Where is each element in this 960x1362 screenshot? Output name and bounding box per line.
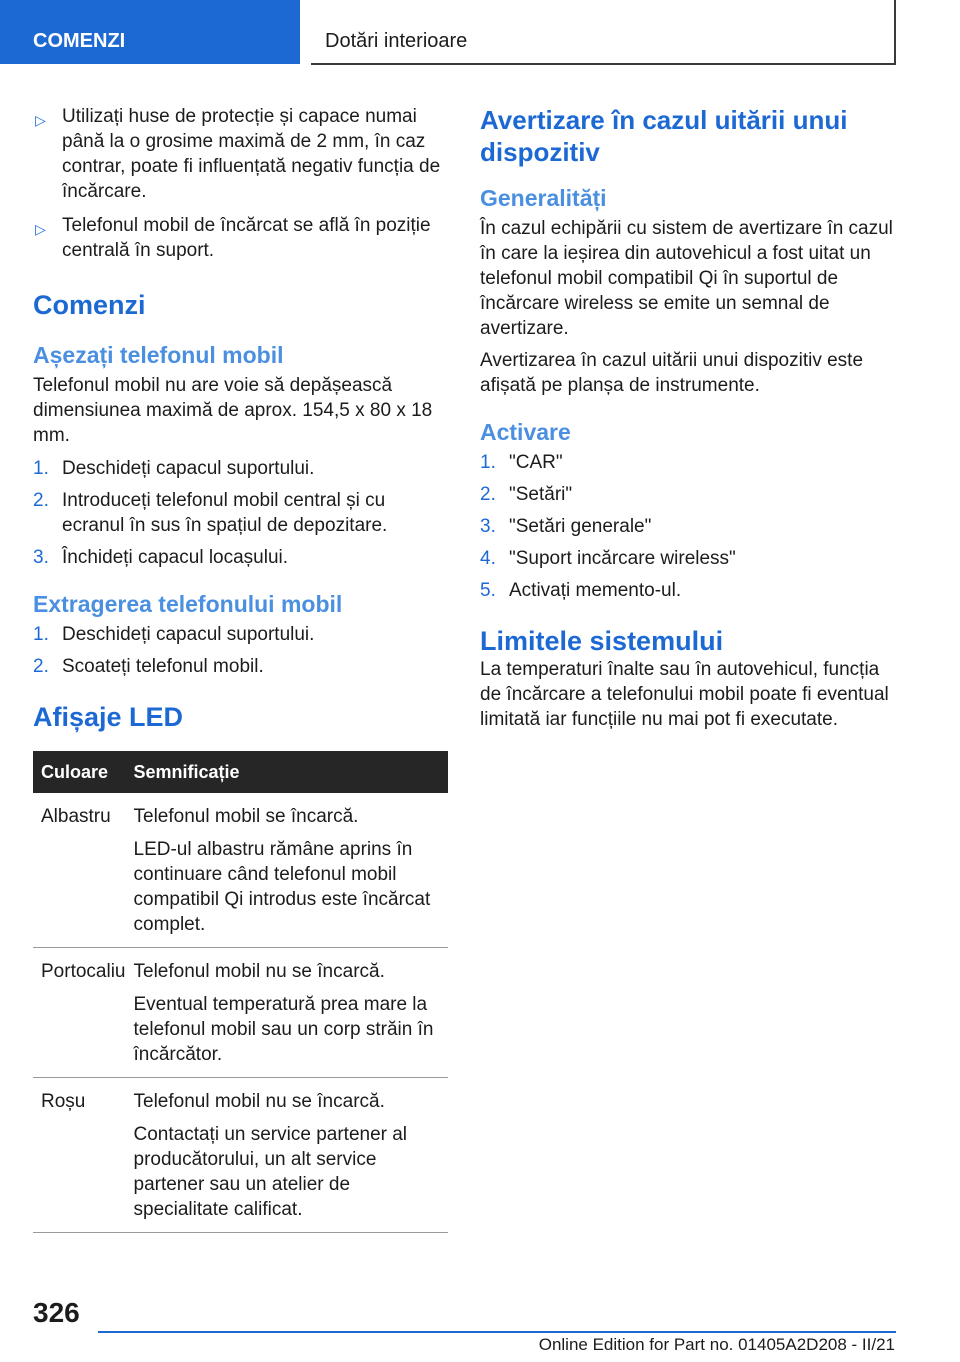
led-color: Roșu (33, 1078, 126, 1233)
list-item: 2. "Setări" (480, 484, 573, 505)
list-item: ▷ Telefonul mobil de încărcat se află în poziție centrală în suport. (35, 215, 431, 261)
table-row (33, 1078, 448, 1233)
edition-note: Online Edition for Part no. 01405A2D208 - II/21 (538, 1335, 895, 1354)
list-item: 1. Deschideți capacul suportului. (33, 458, 315, 479)
heading-extragerea: Extragerea telefonului mobil (33, 591, 343, 617)
triangle-bullet-icon: ▷ (35, 112, 46, 128)
list-item: ▷ Utilizați huse de protecție și capace numai până la o grosime maximă de 2 mm, în caz contrar, poate fi influențată negativ funcția de încărcare. (35, 106, 441, 202)
led-color: Albastru (33, 793, 126, 948)
table-row (33, 948, 448, 1078)
list-item: 1. "CAR" (480, 452, 563, 473)
bullet-list (33, 104, 448, 263)
heading-afisaje-led: Afișaje LED (33, 702, 184, 732)
triangle-bullet-icon: ▷ (35, 221, 46, 237)
steps-asezati (33, 456, 448, 570)
page-number: 326 (33, 1297, 80, 1328)
led-color: Portocaliu (33, 948, 126, 1078)
led-meaning: Telefonul mobil se încarcă. LED-ul albastru rămâne aprins în continuare când telefonul mobil compatibil Qi introdus este încărcat complet. (126, 793, 449, 948)
list-item: 3. Închideți capacul locașului. (33, 547, 289, 568)
paragraph: Telefonul mobil nu are voie să depășească dimensiunea maximă de aprox. 154,5 x 80 x 18 mm. (33, 375, 433, 446)
paragraph: În cazul echipării cu sistem de avertizare în cazul în care la ieșirea din autovehicul a fost uitat un telefonul mobil compatibil Qi în suportul de încărcare wireless se emite un semnal de avertizare. (480, 218, 893, 339)
right-column (480, 104, 895, 739)
list-item: 4. "Suport incărcare wireless" (480, 548, 736, 569)
paragraph: La temperaturi înalte sau în autovehicul, funcția de încărcare a telefonului mobil poate fi eventual limitată iar funcțiile nu mai pot fi executate. (480, 659, 889, 730)
led-meaning: Telefonul mobil nu se încarcă. Contactați un service partener al producătorului, un alt service partener sau un atelier de specialitate calificat. (126, 1078, 449, 1233)
heading-limitele: Limitele sistemului (480, 626, 724, 656)
list-item: 2. Scoateți telefonul mobil. (33, 656, 264, 677)
heading-asezati: Așezați telefonul mobil (33, 342, 284, 368)
column-header-meaning: Semnificație (126, 751, 449, 793)
heading-avertizare: Avertizare în cazul uitării unui dispozitiv (480, 105, 848, 167)
heading-activare: Activare (480, 419, 571, 445)
footer-divider (98, 1331, 896, 1333)
list-item: 3. "Setări generale" (480, 516, 652, 537)
chapter-tab[interactable]: COMENZI (0, 0, 300, 64)
left-column (33, 104, 448, 1233)
led-meaning: Telefonul mobil nu se încarcă. Eventual temperatură prea mare la telefonul mobil sau un corp străin în încărcător. (126, 948, 449, 1078)
list-item: 1. Deschideți capacul suportului. (33, 624, 315, 645)
list-item: 2. Introduceți telefonul mobil central și cu ecranul în sus în spațiul de depozitare. (33, 490, 388, 536)
paragraph: Avertizarea în cazul uitării unui dispozitiv este afișată pe planșa de instrumente. (480, 350, 864, 396)
table-row (33, 793, 448, 948)
heading-generalitati: Generalități (480, 185, 607, 211)
steps-extragerea (33, 622, 448, 679)
column-header-color: Culoare (33, 751, 126, 793)
heading-comenzi: Comenzi (33, 290, 146, 320)
led-table (33, 751, 448, 1233)
steps-activare (480, 450, 895, 603)
section-title: Dotări interioare (311, 0, 896, 65)
list-item: 5. Activați memento-ul. (480, 580, 682, 601)
table-header-row (33, 751, 448, 793)
